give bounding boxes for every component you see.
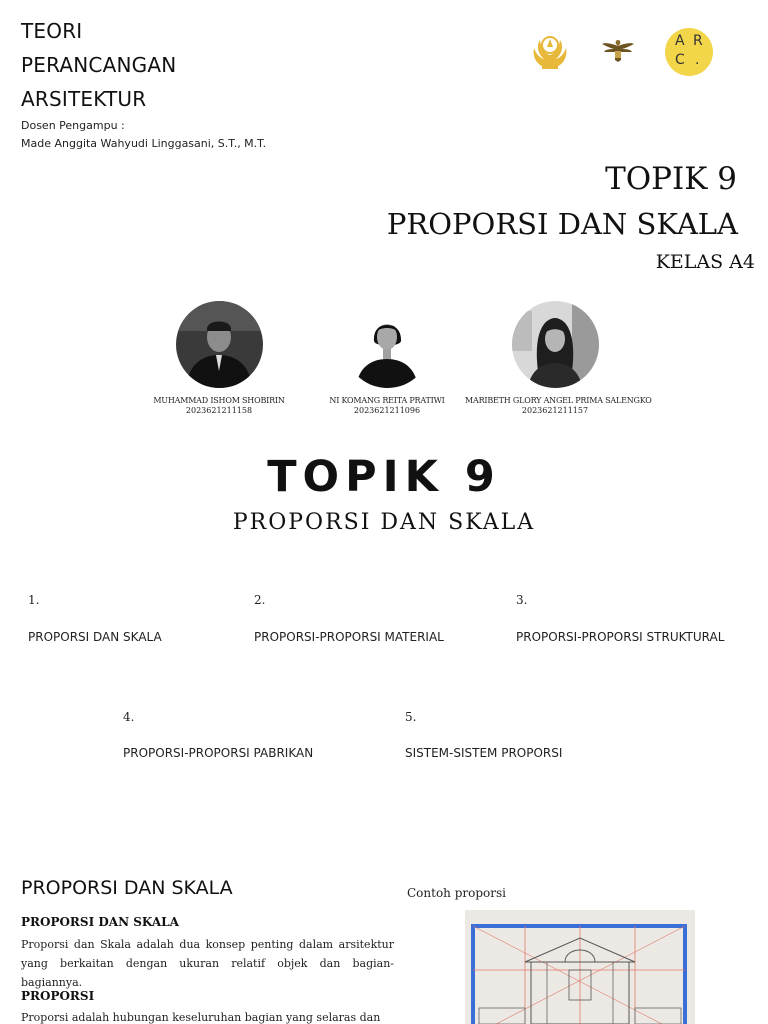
cover-subject: PROPORSI DAN SKALA [232,510,536,535]
arc-letter: A [675,33,685,49]
section-title: PROPORSI DAN SKALA [21,877,233,899]
course-title-line: ARSITEKTUR [21,87,147,111]
section-subheading: PROPORSI [21,989,95,1003]
arc-letter: R [693,33,703,49]
toc-number: 5. [405,710,417,724]
logo-group [520,28,720,80]
section-subheading: PROPORSI DAN SKALA [21,915,179,929]
lecturer-label: Dosen Pengampu : [21,119,125,132]
toc-item[interactable]: PROPORSI-PROPORSI STRUKTURAL [516,630,725,644]
arc-logo [665,28,713,76]
topic-heading: TOPIK 9 [605,161,737,197]
avatar [344,301,431,388]
member-id: 2023621211096 [353,406,421,415]
toc-number: 4. [123,710,135,724]
section-paragraph: Proporsi adalah hubungan keseluruhan bagian yang selaras dan [21,1011,381,1024]
lecturer-name: Made Anggita Wahyudi Linggasani, S.T., M.T. [21,137,267,150]
member-id: 2023621211157 [521,406,589,415]
member-name: MARIBETH GLORY ANGEL PRIMA SALENGKO [465,396,652,405]
member-id: 2023621211158 [185,406,253,415]
toc-number: 2. [254,593,266,607]
toc-item[interactable]: PROPORSI-PROPORSI PABRIKAN [123,746,314,760]
cover-topic: TOPIK 9 [267,452,501,502]
subject-heading: PROPORSI DAN SKALA [386,207,738,241]
avatar [176,301,263,388]
section-paragraph: Proporsi dan Skala adalah dua konsep penting dalam arsitektur yang berkaitan dengan ukuran relatif objek dan bagian-bagiannya. [21,938,394,989]
toc-item[interactable]: PROPORSI DAN SKALA [28,630,162,644]
toc-item[interactable]: PROPORSI-PROPORSI MATERIAL [254,630,444,644]
toc-number: 1. [28,593,40,607]
class-label: KELAS A4 [655,251,755,273]
member-name: NI KOMANG REITA PRATIWI [329,396,445,405]
team-member [129,301,309,415]
garuda-emblem-icon [600,34,636,70]
team-member [465,301,652,415]
team-member [297,301,477,415]
lecturer-info [21,117,266,153]
arc-letter: . [695,52,700,68]
arc-letter: C [675,52,685,68]
university-emblem-icon [526,28,574,76]
course-title-line: TEORI [21,19,83,43]
toc-number: 3. [516,593,528,607]
proportion-example-image [465,910,695,1024]
toc-item[interactable]: SISTEM-SISTEM PROPORSI [405,746,563,760]
avatar [512,301,599,388]
course-title [21,14,176,116]
course-title-line: PERANCANGAN [21,53,177,77]
member-name: MUHAMMAD ISHOM SHOBIRIN [153,396,285,405]
example-label: Contoh proporsi [407,886,507,900]
